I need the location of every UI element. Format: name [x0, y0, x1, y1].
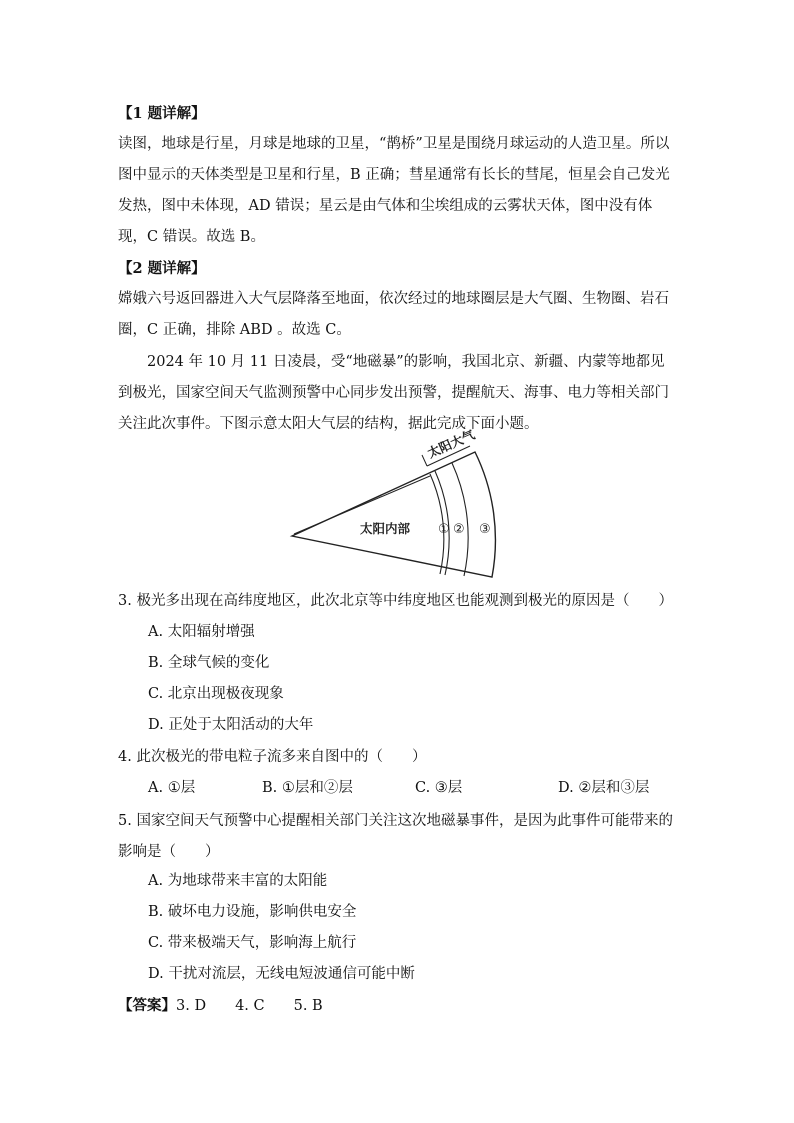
sector-outline [292, 452, 495, 577]
q5-option-b: B. 破坏电力设施，影响供电安全 [148, 904, 357, 920]
q4-option-d: D. ②层和③层 [558, 780, 650, 796]
q5-stem: 5. 国家空间天气预警中心提醒相关部门关注这次地磁暴事件，是因为此事件可能带来的影响是（ ） [118, 813, 673, 860]
q3-option-b: B. 全球气候的变化 [148, 655, 270, 671]
passage-intro: 2024 年 10 月 11 日凌晨，受“地磁暴”的影响，我国北京、新疆、内蒙等地都见到极光，国家空间天气监测预警中心同步发出预警，提醒航天、海事、电力等相关部门关注此次事件。下图示意太阳大气层的结构，据此完成下面小题。 [118, 354, 669, 432]
q3-stem: 3. 极光多出现在高纬度地区，此次北京等中纬度地区也能观测到极光的原因是（ ） [118, 593, 673, 609]
q4-option-c: C. ③层 [415, 780, 463, 796]
q5-option-c: C. 带来极端天气，影响海上航行 [148, 935, 357, 951]
q5-option-d: D. 干扰对流层，无线电短波通信可能中断 [148, 966, 415, 982]
q4-option-b: B. ①层和②层 [262, 780, 353, 796]
answer-label: 【答案】 [118, 997, 176, 1014]
layer-1-label: ① [438, 522, 450, 537]
solar-atmosphere-diagram [280, 426, 520, 586]
q1-explanation: 读图，地球是行星，月球是地球的卫星，“鹊桥”卫星是围绕月球运动的人造卫星。所以图中显示的天体类型是卫星和行星，B 正确；彗星通常有长长的彗尾，恒星会自己发光发热，图中未体现，AD 错误；星云是由气体和尘埃组成的云雾状天体，图中没有体现，C 错误。故选 B。 [118, 136, 670, 245]
q2-explanation: 嫦娥六号返回器进入大气层降落至地面，依次经过的地球圈层是大气圈、生物圈、岩石圈，C 正确，排除 ABD 。故选 C。 [118, 291, 669, 338]
q4-stem: 4. 此次极光的带电粒子流多来自图中的（ ） [118, 749, 427, 765]
layer-2-label: ② [453, 522, 465, 537]
answer-line [118, 996, 323, 1016]
answer-values: 3. D 4. C 5. B [176, 998, 323, 1014]
inner-label: 太阳内部 [360, 521, 411, 536]
q3-option-d: D. 正处于太阳活动的大年 [148, 717, 314, 733]
q3-option-a: A. 太阳辐射增强 [148, 624, 255, 640]
q2-heading: 【2 题详解】 [118, 260, 206, 277]
outer-label: 太阳大气 [425, 426, 477, 461]
q3-option-c: C. 北京出现极夜现象 [148, 686, 284, 702]
q1-heading: 【1 题详解】 [118, 105, 206, 122]
q4-option-a: A. ①层 [148, 780, 196, 796]
layer-boundary-3 [452, 463, 468, 576]
q5-option-a: A. 为地球带来丰富的太阳能 [148, 873, 328, 889]
layer-3-label: ③ [479, 522, 491, 537]
